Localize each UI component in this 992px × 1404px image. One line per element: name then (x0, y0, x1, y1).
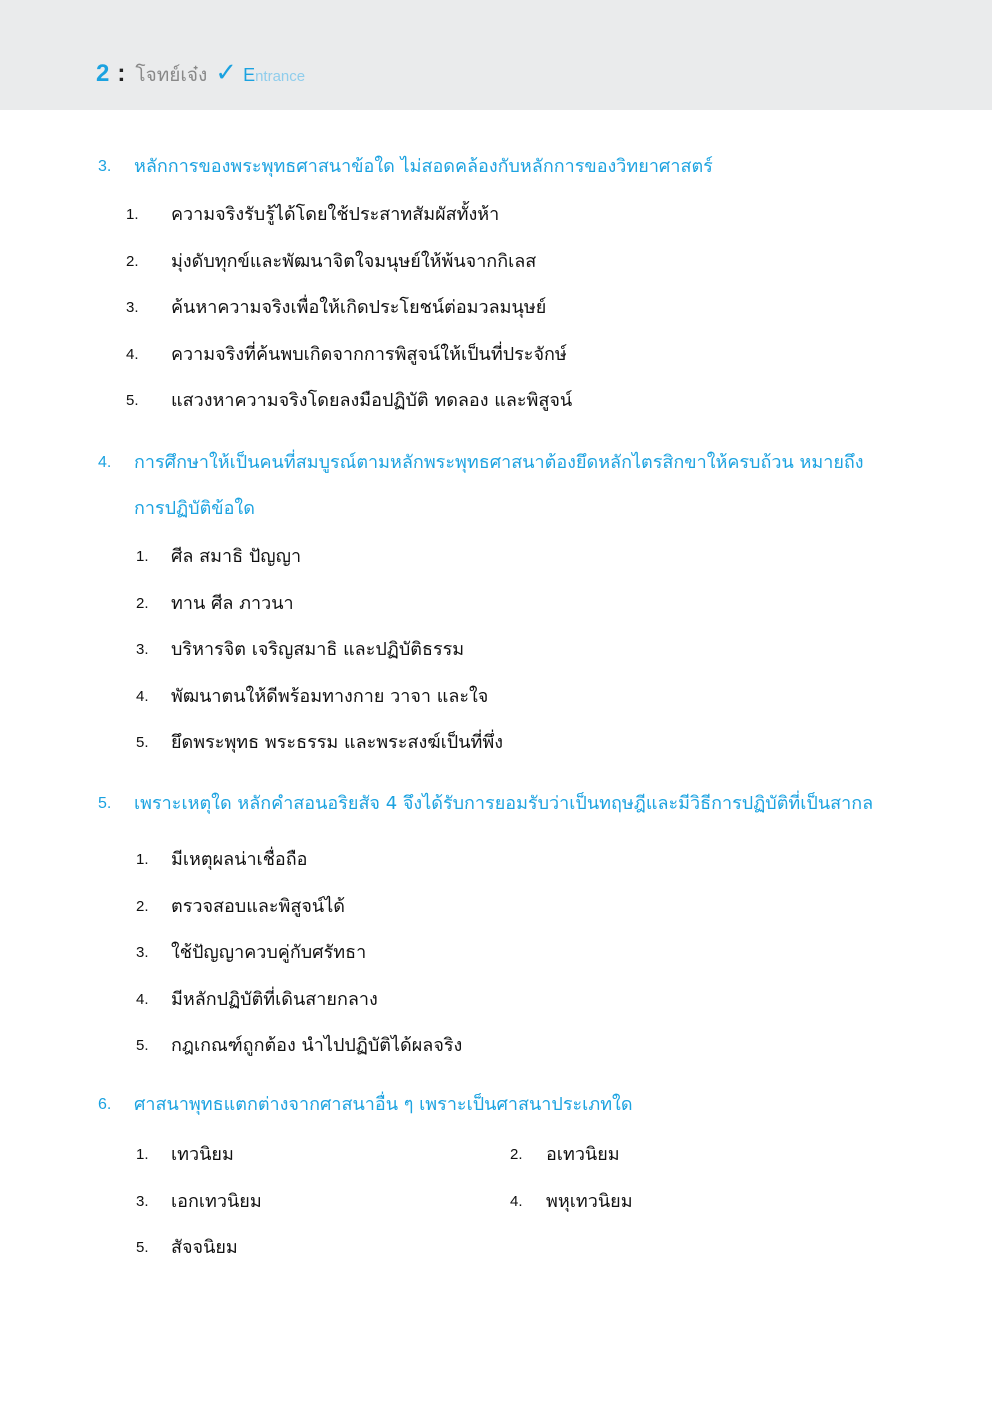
question-heading (0, 144, 992, 190)
choice-text: ความจริงรับรู้ได้โดยใช้ประสาทสัมผัสทั้งห้า (171, 204, 500, 225)
choice-text: พัฒนาตนให้ดีพร้อมทางกาย วาจา และใจ (171, 685, 489, 707)
choice-list (0, 192, 992, 425)
choice-list (0, 837, 992, 1070)
choice-number: 5. (126, 392, 139, 409)
question-text-line1: การศึกษาให้เป็นคนที่สมบูรณ์ตามหลักพระพุทธศาสนาต้องยึดหลักไตรสิกขาให้ครบถ้วน หมายถึง (134, 452, 864, 473)
choice-option[interactable] (0, 720, 992, 767)
choice-number: 5. (136, 734, 149, 751)
choice-list (0, 534, 992, 767)
question-number: 3. (98, 158, 112, 175)
choice-number: 4. (126, 345, 139, 363)
choice-option[interactable] (0, 1023, 992, 1070)
question-heading (0, 781, 992, 827)
choice-option[interactable] (0, 674, 992, 721)
book-title: โจทย์เจ๋ง (135, 64, 208, 86)
choice-text: มีหลักปฏิบัติที่เดินสายกลาง (171, 988, 378, 1010)
choice-option[interactable] (0, 239, 992, 286)
choice-number: 3. (126, 299, 139, 316)
choice-grid (0, 1132, 992, 1272)
choice-option[interactable] (0, 534, 992, 581)
choice-text: บริหารจิต เจริญสมาธิ และปฏิบัติธรรม (171, 639, 465, 660)
choice-text: ศีล สมาธิ ปัญญา (171, 546, 302, 567)
choice-number: 4. (510, 1192, 523, 1210)
question-text: หลักการของพระพุทธศาสนาข้อใด ไม่สอดคล้องกับหลักการของวิทยาศาสตร์ (134, 156, 713, 177)
question-6 (0, 1082, 992, 1272)
header-line (96, 58, 305, 94)
choice-number: 1. (136, 851, 149, 868)
choice-option[interactable] (0, 192, 992, 239)
question-3 (0, 144, 992, 425)
choice-number: 2. (510, 1146, 523, 1163)
choice-option[interactable] (0, 332, 992, 379)
choice-text: ยึดพระพุทธ พระธรรม และพระสงฆ์เป็นที่พึ่ง (171, 732, 504, 753)
question-5 (0, 781, 992, 1070)
choice-text: อเทวนิยม (546, 1144, 620, 1165)
choice-option[interactable] (0, 884, 992, 931)
question-text-line2: การปฏิบัติข้อใด (134, 498, 255, 519)
choice-text: ความจริงที่ค้นพบเกิดจากการพิสูจน์ให้เป็นที่ประจักษ์ (171, 343, 567, 365)
page-number: 2 (96, 60, 110, 87)
choice-number: 1. (136, 1146, 149, 1163)
question-number: 5. (98, 795, 112, 812)
choice-number: 4. (136, 990, 149, 1008)
choice-number: 1. (136, 548, 149, 565)
choice-row (0, 1179, 992, 1226)
question-4 (0, 440, 992, 767)
brand-initial: E (243, 65, 256, 85)
brand-name: ntrance (255, 68, 306, 85)
choice-option[interactable] (0, 837, 992, 884)
choice-number: 2. (136, 897, 149, 915)
choice-option[interactable] (0, 930, 992, 977)
choice-text: สัจจนิยม (171, 1237, 238, 1258)
choice-text: ใช้ปัญญาควบคู่กับศรัทธา (171, 942, 367, 963)
choice-number: 2. (126, 252, 139, 270)
question-text: เพราะเหตุใด หลักคำสอนอริยสัจ 4 จึงได้รับการยอมรับว่าเป็นทฤษฎีและมีวิธีการปฏิบัติที่เป็นสากล (134, 793, 874, 814)
choice-text: พหุเทวนิยม (546, 1190, 633, 1212)
choice-text: มุ่งดับทุกข์และพัฒนาจิตใจมนุษย์ให้พ้นจากกิเลส (171, 250, 537, 272)
choice-text: เทวนิยม (171, 1144, 234, 1165)
header-separator: : (117, 60, 126, 87)
choice-option[interactable] (0, 378, 992, 425)
choice-number: 5. (136, 1239, 149, 1256)
choice-text: ทาน ศีล ภาวนา (171, 592, 294, 614)
page-header (0, 0, 992, 110)
choice-number: 3. (136, 641, 149, 658)
check-icon: ✓ (215, 58, 238, 88)
choice-text: มีเหตุผลน่าเชื่อถือ (171, 849, 308, 870)
choice-option[interactable] (0, 627, 992, 674)
choice-number: 1. (126, 206, 139, 223)
choice-number: 4. (136, 687, 149, 705)
question-text: ศาสนาพุทธแตกต่างจากศาสนาอื่น ๆ เพราะเป็นศาสนาประเภทใด (134, 1094, 633, 1115)
choice-text: เอกเทวนิยม (171, 1190, 262, 1212)
choice-row (0, 1225, 992, 1272)
choice-text: ค้นหาความจริงเพื่อให้เกิดประโยชน์ต่อมวลมนุษย์ (171, 297, 547, 318)
question-heading-cont (0, 486, 992, 532)
choice-option[interactable] (0, 977, 992, 1024)
choice-number: 5. (136, 1037, 149, 1054)
question-heading (0, 440, 992, 486)
choice-text: ตรวจสอบและพิสูจน์ได้ (171, 895, 345, 917)
choice-text: แสวงหาความจริงโดยลงมือปฏิบัติ ทดลอง และพิสูจน์ (171, 390, 573, 411)
choice-number: 2. (136, 594, 149, 612)
choice-number: 3. (136, 944, 149, 961)
choice-option[interactable] (0, 285, 992, 332)
question-number: 6. (98, 1096, 112, 1113)
choice-number: 3. (136, 1192, 149, 1210)
choice-text: กฎเกณฑ์ถูกต้อง นำไปปฏิบัติได้ผลจริง (171, 1035, 463, 1056)
question-number: 4. (98, 454, 112, 471)
choice-option[interactable] (0, 581, 992, 628)
choice-row (0, 1132, 992, 1179)
question-heading (0, 1082, 992, 1128)
